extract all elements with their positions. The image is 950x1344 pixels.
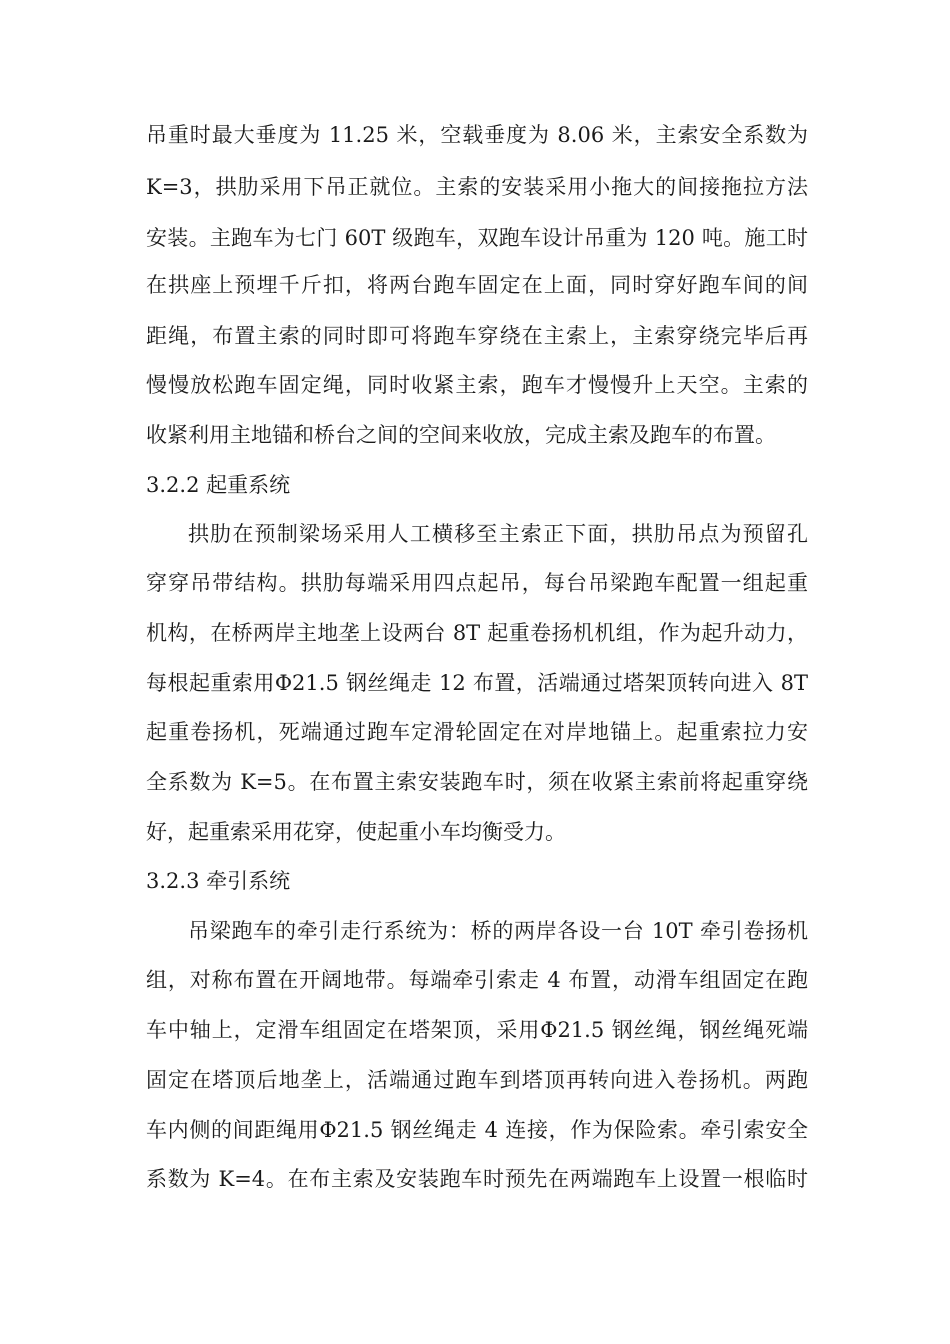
paragraph-line: K=3，拱肋采用下吊正就位。主索的安装采用小拖大的间接拖拉方法: [146, 175, 808, 199]
paragraph-line: 距绳，布置主索的同时即可将跑车穿绕在主索上，主索穿绕完毕后再: [146, 324, 808, 348]
paragraph-line: 收紧利用主地锚和桥台之间的空间来收放，完成主索及跑车的布置。: [146, 423, 776, 447]
paragraph-line: 机构，在桥两岸主地垄上设两台 8T 起重卷扬机机组，作为起升动力，: [146, 621, 808, 645]
paragraph-line: 在拱座上预埋千斤扣，将两台跑车固定在上面，同时穿好跑车间的间: [146, 273, 808, 297]
paragraph-line: 好，起重索采用花穿，使起重小车均衡受力。: [146, 820, 566, 844]
paragraph-line: 固定在塔顶后地垄上，活端通过跑车到塔顶再转向进入卷扬机。两跑: [146, 1068, 808, 1092]
paragraph-line: 慢慢放松跑车固定绳，同时收紧主索，跑车才慢慢升上天空。主索的: [146, 373, 808, 397]
paragraph-line: 吊梁跑车的牵引走行系统为：桥的两岸各设一台 10T 牵引卷扬机: [188, 919, 808, 943]
section-heading: 3.2.3 牵引系统: [146, 869, 291, 893]
paragraph-line: 穿穿吊带结构。拱肋每端采用四点起吊，每台吊梁跑车配置一组起重: [146, 571, 808, 595]
paragraph-line: 车内侧的间距绳用Φ21.5 钢丝绳走 4 连接，作为保险索。牵引索安全: [146, 1118, 808, 1142]
paragraph-line: 系数为 K=4。在布主索及安装跑车时预先在两端跑车上设置一根临时: [146, 1167, 808, 1191]
paragraph-line: 组，对称布置在开阔地带。每端牵引索走 4 布置，动滑车组固定在跑: [146, 968, 808, 992]
paragraph-line: 拱肋在预制梁场采用人工横移至主索正下面，拱肋吊点为预留孔: [188, 522, 808, 546]
paragraph-line: 吊重时最大垂度为 11.25 米，空载垂度为 8.06 米，主索安全系数为: [146, 123, 808, 147]
paragraph-line: 全系数为 K=5。在布置主索安装跑车时，须在收紧主索前将起重穿绕: [146, 770, 808, 794]
paragraph-line: 每根起重索用Φ21.5 钢丝绳走 12 布置，活端通过塔架顶转向进入 8T: [146, 671, 808, 695]
section-heading: 3.2.2 起重系统: [146, 473, 291, 497]
paragraph-line: 车中轴上，定滑车组固定在塔架顶，采用Φ21.5 钢丝绳，钢丝绳死端: [146, 1018, 808, 1042]
paragraph-line: 安装。主跑车为七门 60T 级跑车，双跑车设计吊重为 120 吨。施工时: [146, 226, 808, 250]
paragraph-line: 起重卷扬机，死端通过跑车定滑轮固定在对岸地锚上。起重索拉力安: [146, 720, 808, 744]
